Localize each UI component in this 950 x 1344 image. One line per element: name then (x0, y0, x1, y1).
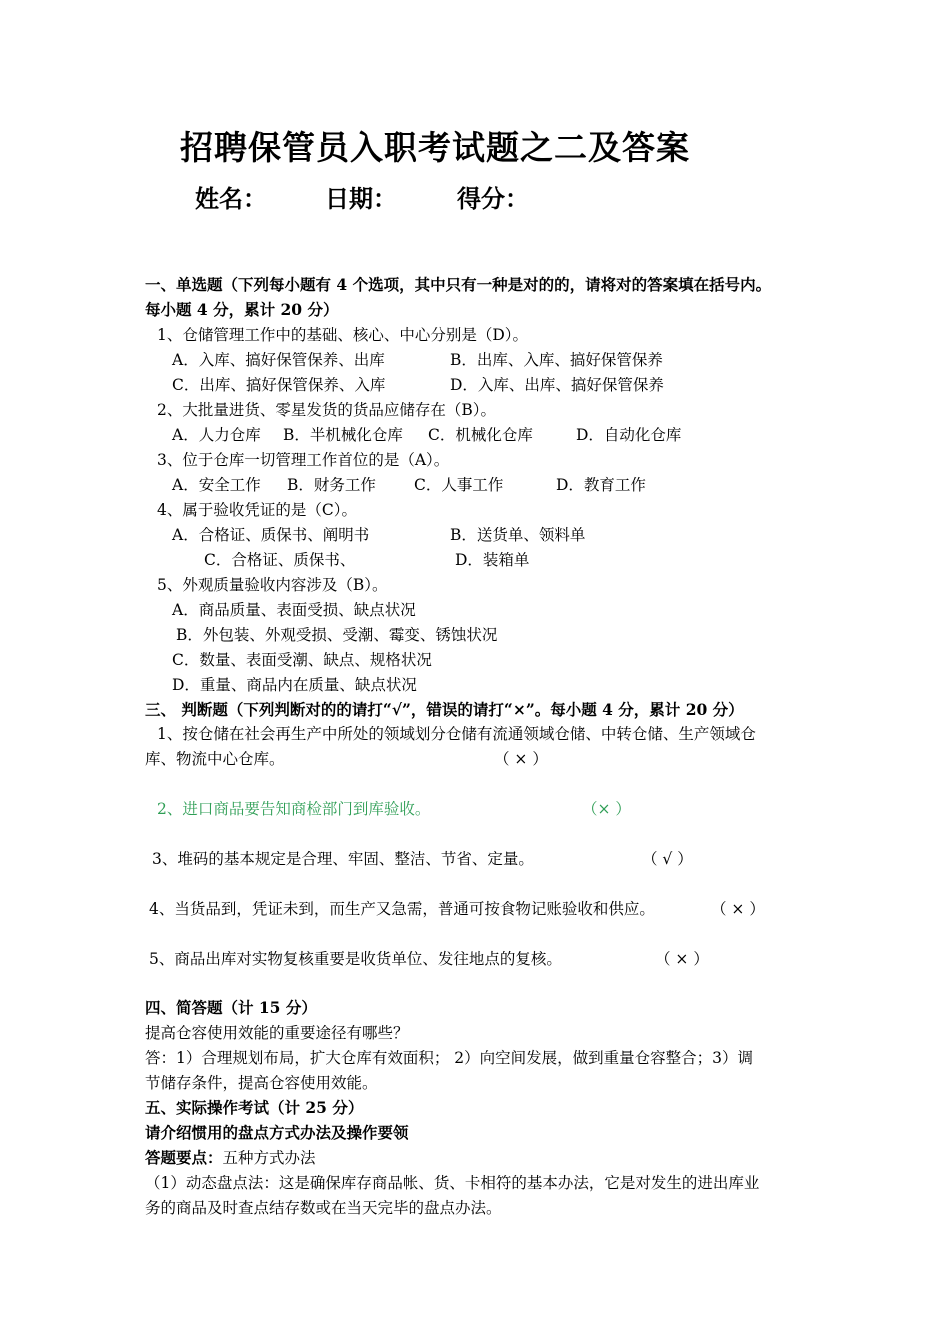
q4-option-b: B．送货单、领料单 (450, 526, 586, 544)
q3-text: 3、位于仓库一切管理工作首位的是（A）。 (157, 451, 450, 469)
q5-option-d: D．重量、商品内在质量、缺点状况 (172, 676, 417, 694)
judgment-5-mark: （ × ） (655, 950, 709, 968)
section5-question: 请介绍惯用的盘点方式办法及操作要领 (145, 1123, 409, 1142)
section3-heading: 三、 判断题（下列判断对的的请打“√”，错误的请打“×”。每小题 4 分，累计 20 分） (145, 700, 744, 719)
judgment-3-mark: （ √ ） (642, 850, 693, 868)
q2-option-b: B．半机械化仓库 (283, 426, 403, 444)
judgment-3: 3、堆码的基本规定是合理、牢固、整洁、节省、定量。 (152, 850, 534, 868)
q2-option-d: D．自动化仓库 (576, 426, 682, 444)
q4-option-a: A．合格证、质保书、阐明书 (172, 526, 370, 544)
q4-option-c: C．合格证、质保书、 (204, 551, 356, 569)
q1-option-a: A．入库、搞好保管保养、出库 (172, 351, 385, 369)
section4-answer-line1: 答：1）合理规划布局，扩大仓库有效面积； 2）向空间发展，做到重量仓容整合；3）调 (145, 1049, 754, 1067)
section1-heading-cont: 每小题 4 分，累计 20 分） (145, 300, 339, 319)
q5-option-a: A．商品质量、表面受损、缺点状况 (172, 601, 416, 619)
judgment-1-line2: 库、物流中心仓库。 (145, 750, 285, 768)
section4-answer-line2: 节储存条件，提高仓容使用效能。 (145, 1074, 378, 1092)
section1-heading: 一、单选题（下列每小题有 4 个选项，其中只有一种是对的的，请将对的答案填在括号内。 (145, 275, 772, 294)
q4-option-d: D．装箱单 (455, 551, 530, 569)
q4-text: 4、属于验收凭证的是（C）。 (157, 501, 357, 519)
section5-point1-line1: （1）动态盘点法：这是确保库存商品帐、货、卡相符的基本办法，它是对发生的进出库业 (145, 1174, 760, 1192)
q5-option-b: B．外包装、外观受损、受潮、霉变、锈蚀状况 (176, 626, 498, 644)
q3-option-c: C．人事工作 (414, 476, 504, 494)
q2-text: 2、大批量进货、零星发货的货品应储存在（B）。 (157, 401, 497, 419)
q1-option-c: C．出库、搞好保管保养、入库 (172, 376, 386, 394)
page-title: 招聘保管员入职考试题之二及答案 (180, 128, 690, 167)
judgment-2: 2、进口商品要告知商检部门到库验收。 (157, 800, 431, 818)
answer-text: 五种方式办法 (222, 1149, 316, 1167)
judgment-4: 4、当货品到，凭证未到，而生产又急需，普通可按食物记账验收和供应。 (149, 900, 655, 918)
judgment-1-mark: （ × ） (494, 750, 548, 768)
section5-heading: 五、实际操作考试（计 25 分） (145, 1098, 364, 1117)
name-label: 姓名： (195, 184, 267, 213)
date-label: 日期： (325, 184, 397, 213)
q3-option-d: D．教育工作 (556, 476, 646, 494)
q1-text: 1、仓储管理工作中的基础、核心、中心分别是（D）。 (157, 326, 529, 344)
q5-text: 5、外观质量验收内容涉及（B）。 (157, 576, 388, 594)
judgment-5: 5、商品出库对实物复核重要是收货单位、发往地点的复核。 (149, 950, 562, 968)
q3-option-a: A．安全工作 (172, 476, 261, 494)
judgment-4-mark: （ × ） (711, 900, 765, 918)
section5-answer-summary (145, 1148, 316, 1168)
q1-option-d: D．入库、出库、搞好保管保养 (450, 376, 664, 394)
judgment-1-line1: 1、按仓储在社会再生产中所处的领域划分仓储有流通领域仓储、中转仓储、生产领域仓 (157, 725, 756, 743)
section4-heading: 四、简答题（计 15 分） (145, 998, 317, 1017)
section5-point1-line2: 务的商品及时查点结存数或在当天完毕的盘点办法。 (145, 1199, 502, 1217)
q5-option-c: C．数量、表面受潮、缺点、规格状况 (172, 651, 432, 669)
score-label: 得分： (457, 184, 529, 213)
q3-option-b: B．财务工作 (287, 476, 376, 494)
q1-option-b: B．出库、入库、搞好保管保养 (450, 351, 663, 369)
q2-option-a: A．人力仓库 (172, 426, 261, 444)
q2-option-c: C．机械化仓库 (428, 426, 533, 444)
section4-question: 提高仓容使用效能的重要途径有哪些？ (145, 1024, 409, 1042)
judgment-2-mark: （× ） (582, 800, 631, 818)
answer-label: 答题要点： (145, 1148, 223, 1167)
